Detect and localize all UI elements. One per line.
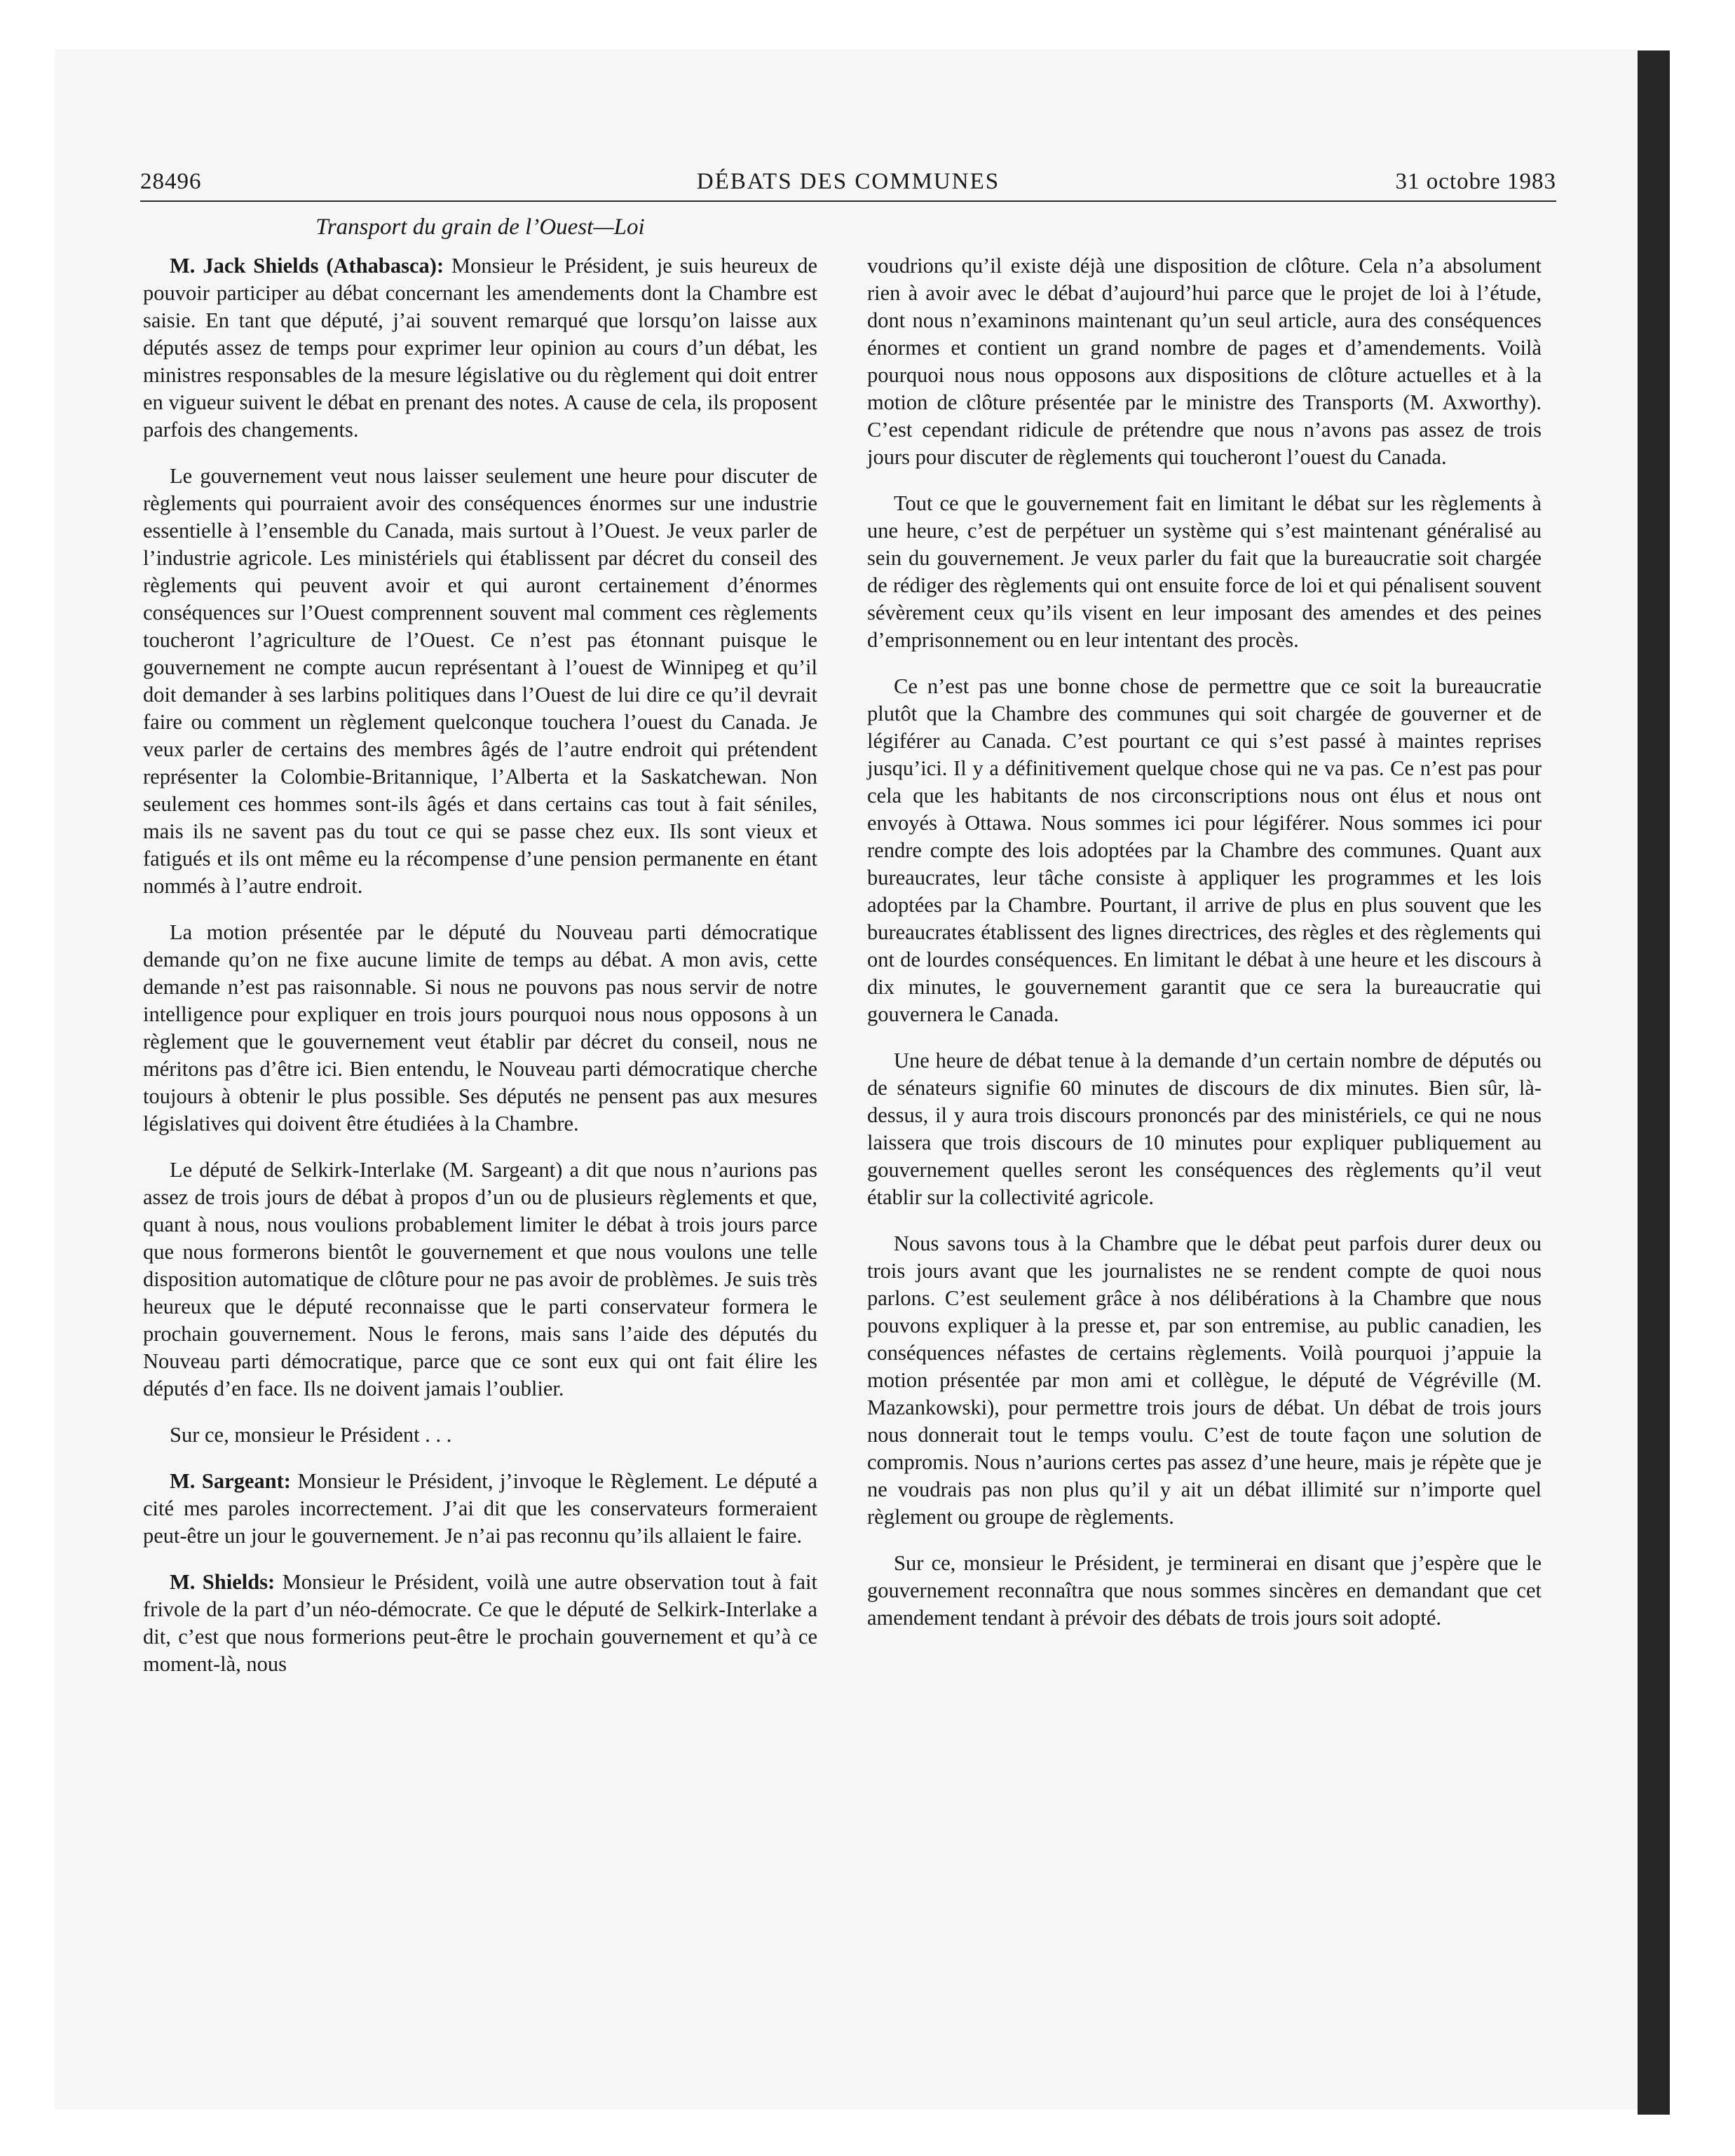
paragraph: Sur ce, monsieur le Président . . . <box>170 1423 452 1447</box>
paragraph: Le député de Selkirk-Interlake (M. Sargeant) a dit que nous n’aurions pas assez de trois jours de débat à propos d’un ou de plusieurs règlements et que, quant à nous, nous voulions probablement limiter le débat à trois jours parce que nous formerons bientôt le gouvernement et que nous voulons une telle disposition automatique de clôture pour ne pas avoir de problèmes. Je suis très heureux que le député reconnaisse que le parti conservateur formera le prochain gouvernement. Nous le ferons, mais sans l’aide des députés du Nouveau parti démocratique, parce que ce sont eux qui ont fait élire les députés d’en face. Ils ne doivent jamais l’oublier. <box>143 1158 817 1400</box>
paragraph: Nous savons tous à la Chambre que le débat peut parfois durer deux ou trois jours avant que les journalistes ne se rendent compte de quoi nous parlons. C’est seulement grâce à nos délibérations à la Chambre que nous pouvons expliquer à la presse et, par son entremise, au public canadien, les conséquences néfastes de certains règlements. Voilà pourquoi j’appuie la motion présentée par mon ami et collègue, le député de Végréville (M. Mazankowski), pour permettre trois jours de débat. Un débat de trois jours nous donnerait tout le temps voulu. C’est de toute façon une solution de compromis. Nous n’aurions certes pas assez d’une heure, mais je répète que je ne voudrais pas non plus qu’il y ait un débat illimité sur n’importe quel règlement ou groupe de règlements. <box>867 1231 1542 1529</box>
right-column <box>867 252 1542 1651</box>
paragraph-text: Monsieur le Président, j’invoque le Règlement. Le député a cité mes paroles incorrectement. J’ai dit que les conservateurs formeraient peut-être un jour le gouvernement. Je n’ai pas reconnu qu’ils allaient le faire. <box>143 1469 818 1548</box>
speaker-name: M. Shields: <box>170 1570 275 1594</box>
paragraph: Tout ce que le gouvernement fait en limitant le débat sur les règlements à une heure, c’est de perpétuer un système qui s’est maintenant généralisé au sein du gouvernement. Je veux parler du fait que la bureaucratie soit chargée de rédiger des règlements qui ont ensuite force de loi et qui pénalisent souvent sévèrement ceux qu’ils visent en leur imposant des amendes et des peines d’emprisonnement ou en leur intentant des procès. <box>867 491 1542 652</box>
paragraph: Le gouvernement veut nous laisser seulement une heure pour discuter de règlements qui pourraient avoir des conséquences énormes sur une industrie essentielle à l’ensemble du Canada, mais surtout à l’Ouest. Je veux parler de l’industrie agricole. Les ministériels qui établissent par décret du conseil des règlements qui peuvent avoir et qui auront certainement d’énormes conséquences sur l’Ouest comprennent souvent mal comment ces règlements toucheront l’agriculture de l’Ouest. Ce n’est pas étonnant puisque le gouvernement ne compte aucun représentant à l’ouest de Winnipeg et qu’il doit demander à ses larbins politiques dans l’Ouest de lui dire ce qu’il devrait faire ou comment un règlement quelconque touchera l’ouest du Canada. Je veux parler de certains des membres âgés de l’autre endroit qui prétendent représenter la Colombie-Britannique, l’Alberta et la Saskatchewan. Non seulement ces hommes sont-ils âgés et dans certains cas tout à fait séniles, mais ils ne savent pas du tout ce qui se passe chez eux. Ils sont vieux et fatigués et ils ont même eu la récompense d’une pension permanente en étant nommés à l’autre endroit. <box>143 464 817 898</box>
paragraph <box>143 252 817 444</box>
paragraph: voudrions qu’il existe déjà une disposition de clôture. Cela n’a absolument rien à avoir avec le débat d’aujourd’hui parce que le projet de loi à l’étude, dont nous n’examinons maintenant qu’un seul article, aura des conséquences énormes et contient un grand nombre de pages et d’amendements. Voilà pourquoi nous nous opposons aux dispositions de clôture actuelles et à la motion de clôture présentée par le ministre des Transports (M. Axworthy). C’est cependant ridicule de prétendre que nous n’avons pas assez de trois jours pour discuter de règlements qui toucheront l’ouest du Canada. <box>867 254 1542 469</box>
paragraph <box>143 1569 817 1678</box>
paragraph <box>143 1468 817 1550</box>
page-date: 31 octobre 1983 <box>1395 169 1556 194</box>
page-number: 28496 <box>140 169 202 194</box>
paragraph: La motion présentée par le député du Nouveau parti démocratique demande qu’on ne fixe aucune limite de temps au débat. A mon avis, cette demande n’est pas raisonnable. Si nous ne pouvons pas nous servir de notre intelligence pour expliquer en trois jours pourquoi nous nous opposons à un règlement que le gouvernement veut établir par décret du conseil, nous ne méritons pas d’être ici. Bien entendu, le Nouveau parti démocratique cherche toujours à obtenir le plus possible. Ses députés ne pensent pas aux mesures législatives qui doivent être étudiées à la Chambre. <box>143 920 817 1135</box>
paragraph: Ce n’est pas une bonne chose de permettre que ce soit la bureaucratie plutôt que la Chambre des communes qui soit chargée de gouverner et de légiférer au Canada. C’est pourtant ce qui s’est passé à maintes reprises jusqu’ici. Il y a définitivement quelque chose qui ne va pas. Ce n’est pas pour cela que les habitants de nos circonscriptions nous ont élus et nous ont envoyés à Ottawa. Nous sommes ici pour légiférer. Nous sommes ici pour rendre compte des lois adoptées par la Chambre des communes. Quant aux bureaucrates, leur tâche consiste à appliquer les programmes et les lois adoptées par la Chambre. Pourtant, il arrive de plus en plus souvent que les bureaucrates établissent des lignes directrices, des règles et des règlements qui ont de lourdes conséquences. En limitant le débat à une heure et les discours à dix minutes, le gouvernement garantit que ce sera la bureaucratie qui gouvernera le Canada. <box>867 674 1542 1026</box>
paragraph: Sur ce, monsieur le Président, je terminerai en disant que j’espère que le gouvernement reconnaîtra que nous sommes sincères en demandant que cet amendement tendant à prévoir des débats de trois jours soit adopté. <box>867 1551 1542 1630</box>
left-column <box>143 252 817 1697</box>
section-title: Transport du grain de l’Ouest—Loi <box>315 214 645 240</box>
paragraph-text: Monsieur le Président, je suis heureux de pouvoir participer au débat concernant les amendements dont la Chambre est saisie. En tant que député, j’ai souvent remarqué que lorsqu’on laisse aux députés assez de temps pour exprimer leur opinion au cours d’un débat, les ministres responsables de la mesure législative ou du règlement qui doit entrer en vigueur suivent le débat en prenant des notes. A cause de cela, ils proposent parfois des changements. <box>143 254 817 442</box>
scan-edge-bar <box>1638 50 1670 2115</box>
page-header <box>140 158 1556 202</box>
paragraph-text: Monsieur le Président, voilà une autre observation tout à fait frivole de la part d’un néo-démocrate. Ce que le député de Selkirk-Interlake a dit, c’est que nous formerions peut-être le prochain gouvernement et qu’à ce moment-là, nous <box>143 1570 818 1676</box>
paragraph: Une heure de débat tenue à la demande d’un certain nombre de députés ou de sénateurs signifie 60 minutes de discours de dix minutes. Bien sûr, là-dessus, il y aura trois discours prononcés par des ministériels, ce qui ne nous laissera que trois discours de 10 minutes pour expliquer publiquement au gouvernement quelles seront les conséquences des règlements qu’il veut établir sur la collectivité agricole. <box>867 1049 1542 1209</box>
journal-title: DÉBATS DES COMMUNES <box>696 169 1000 194</box>
speaker-name: M. Jack Shields (Athabasca): <box>170 254 444 278</box>
speaker-name: M. Sargeant: <box>170 1469 291 1493</box>
